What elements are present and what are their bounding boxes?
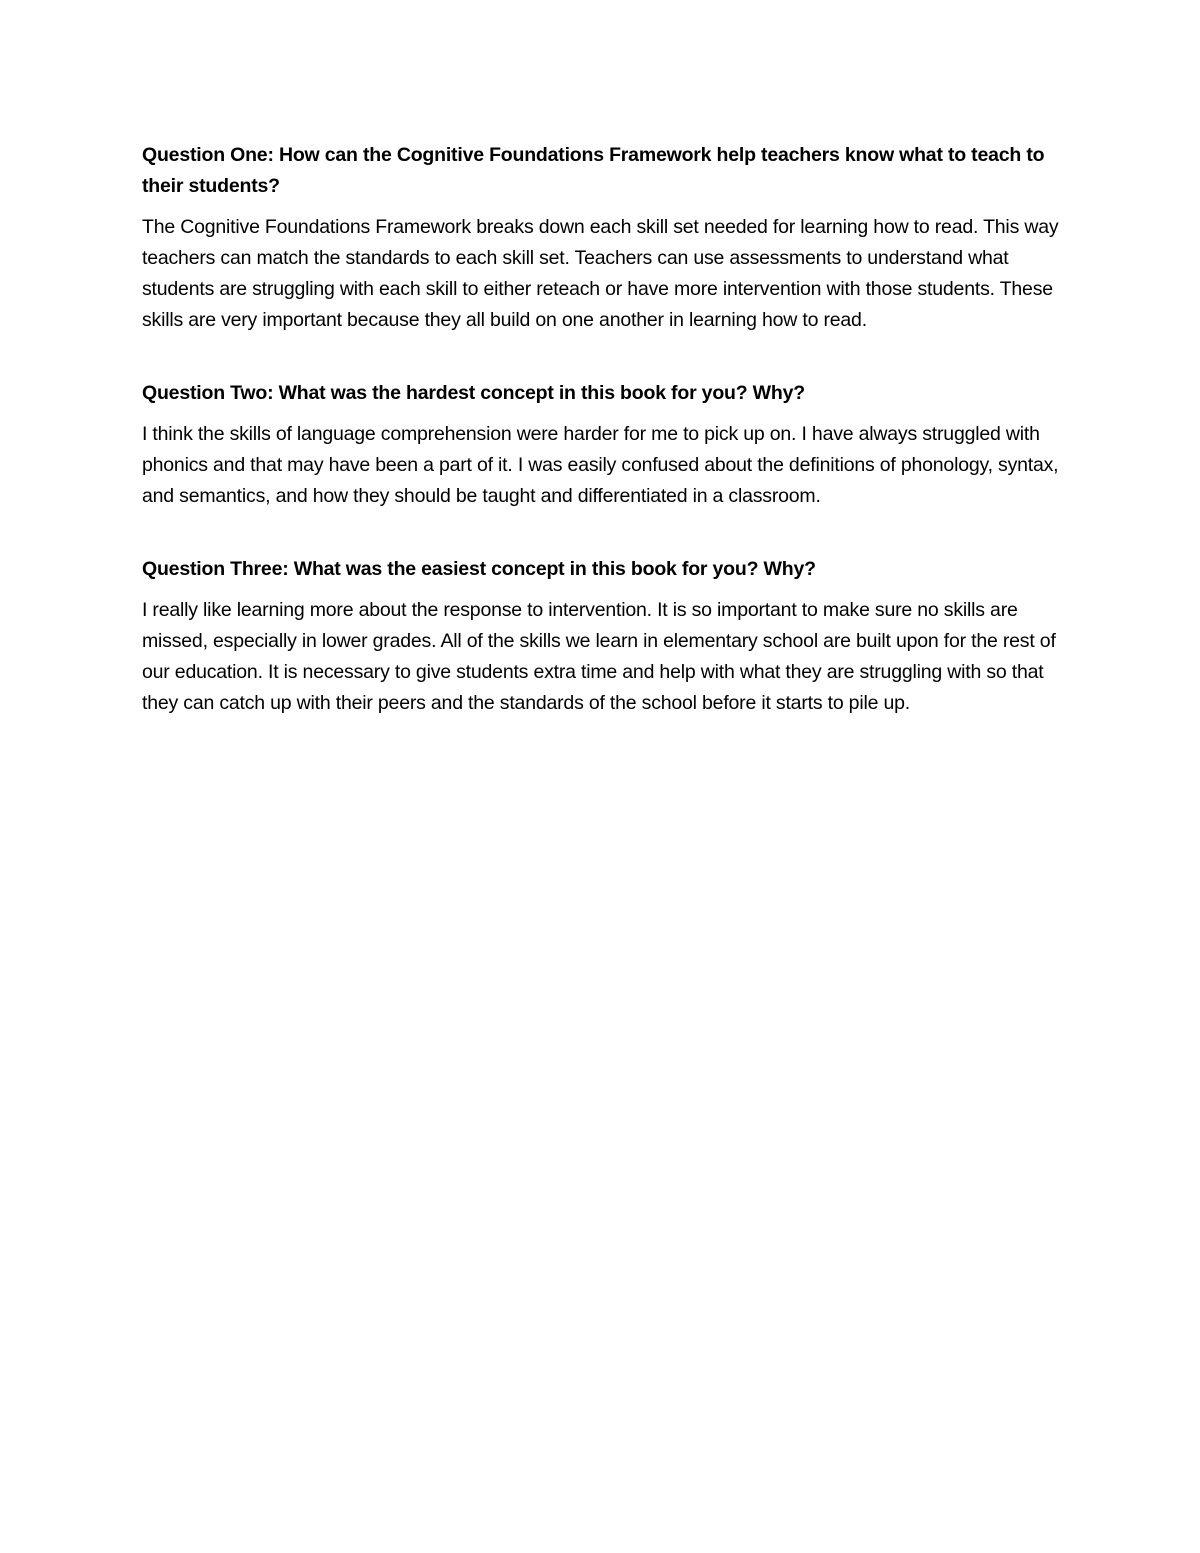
question-two-heading: Question Two: What was the hardest concept in this book for you? Why? (142, 382, 805, 404)
question-two-answer: I think the skills of language comprehension were harder for me to pick up on. I have always struggled with phonics and that may have been a part of it. I was easily confused about the definitions of phonology, syntax, and semantics, and how they should be taught and differentiated in a classroom. (142, 423, 1059, 507)
question-three-answer: I really like learning more about the response to intervention. It is so important to make sure no skills are missed, especially in lower grades. All of the skills we learn in elementary school are built upon for the rest of our education. It is necessary to give students extra time and help with what they are struggling with so that they can catch up with their peers and the standards of the school before it starts to pile up. (142, 599, 1056, 714)
question-one-answer: The Cognitive Foundations Framework breaks down each skill set needed for learning how to read. This way teachers can match the standards to each skill set. Teachers can use assessments to understand what students are struggling with each skill to either reteach or have more intervention with those students. These skills are very important because they all build on one another in learning how to read. (142, 216, 1059, 331)
question-three-heading: Question Three: What was the easiest concept in this book for you? Why? (142, 558, 816, 580)
question-one-heading: Question One: How can the Cognitive Foundations Framework help teachers know what to teach to their students? (142, 144, 1045, 197)
question-three-section (142, 554, 1072, 719)
document-body (142, 140, 1072, 719)
question-one-section (142, 140, 1072, 336)
question-two-section (142, 378, 1072, 512)
